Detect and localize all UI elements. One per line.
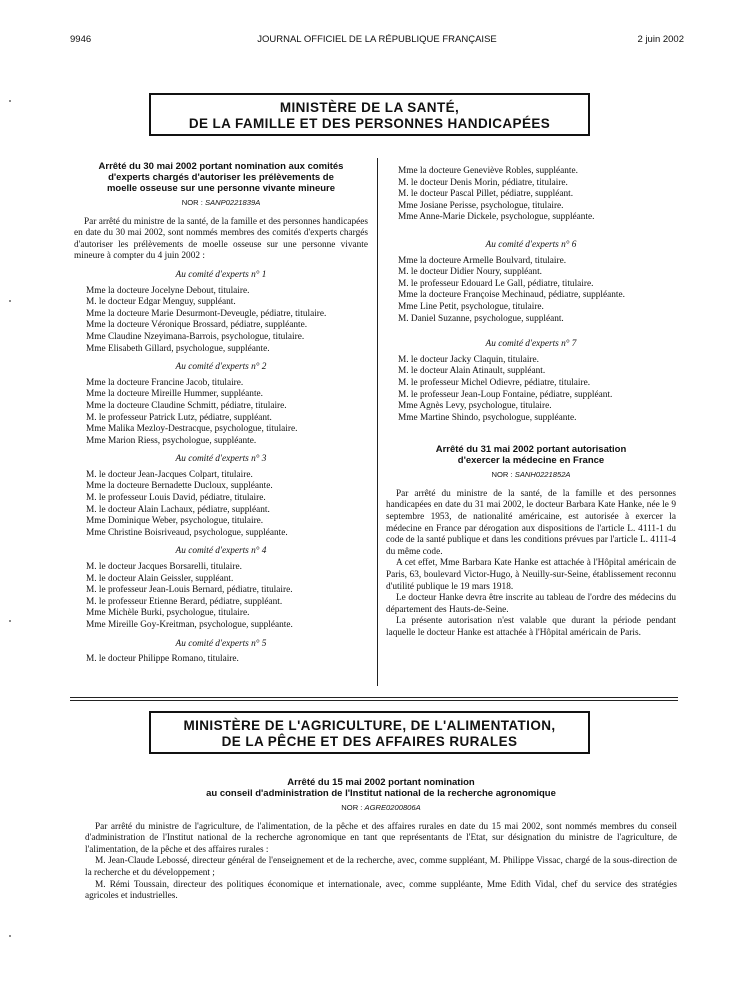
member-line: Mme la docteure Mireille Hummer, suppléante. <box>86 389 263 400</box>
member-line: Mme la docteure Bernadette Ducloux, suppléante. <box>86 481 273 492</box>
arrete2-nor <box>386 469 676 481</box>
member-line: M. Daniel Suzanne, psychologue, suppléant. <box>398 313 564 324</box>
ministry-agri-line2: DE LA PÊCHE ET DES AFFAIRES RURALES <box>221 734 518 749</box>
arrete2-title-line: Arrêté du 31 mai 2002 portant autorisation <box>435 444 627 456</box>
arrete2-paragraph: Le docteur Hanke devra être inscrite au tableau de l'ordre des médecins du département des Hauts-de-Seine. <box>386 593 676 615</box>
arrete2-paragraph: A cet effet, Mme Barbara Kate Hanke est attachée à l'Hôpital américain de Paris, 63, boulevard Victor-Hugo, à Neuilly-sur-Seine, établissement reconnu d'utilité publique le 19 mars 1918. <box>386 558 676 592</box>
member-line: Mme la docteure Armelle Boulvard, titulaire. <box>398 255 567 266</box>
member-line: M. le docteur Didier Noury, suppléant. <box>398 267 542 278</box>
arrete1-title-line: d'experts chargés d'autoriser les prélèvements de <box>108 172 334 183</box>
member-line: M. le professeur Patrick Lutz, pédiatre, suppléant. <box>86 412 272 423</box>
nor-label: NOR : <box>491 470 513 480</box>
comite-title: Au comité d'experts n° 2 <box>175 362 267 373</box>
member-line: Mme Anne-Marie Dickele, psychologue, suppléante. <box>398 212 595 223</box>
arrete3-paragraph: Par arrêté du ministre de l'agriculture, de l'alimentation, de la pêche et des affaires rurales en date du 15 mai 2002, sont nommés membres du conseil d'administration de l'Institut national de la recherche agronomique en tant que représentants de l'Etat, sur désignation du ministre de l'agriculture, de l'alimentation, de la pêche et des affaires rurales : <box>85 821 677 855</box>
member-line: M. le professeur Michel Odievre, pédiatre, titulaire. <box>398 377 591 388</box>
running-header <box>70 34 684 48</box>
ministry-agri-line1: MINISTÈRE DE L'AGRICULTURE, DE L'ALIMENTATION, <box>183 718 556 733</box>
nor-label: NOR : <box>341 803 363 812</box>
member-line: M. le professeur Etienne Berard, pédiatre, suppléant. <box>86 596 283 607</box>
arrete3-title <box>85 777 677 799</box>
scan-mark <box>9 620 11 622</box>
member-line: Mme Josiane Perisse, psychologue, titulaire. <box>398 200 564 211</box>
arrete3-title-line: au conseil d'administration de l'Institut national de la recherche agronomique <box>206 788 556 799</box>
nor-label: NOR : <box>181 198 203 207</box>
comite-title: Au comité d'experts n° 3 <box>175 454 267 465</box>
nor-code: AGRE0200806A <box>364 803 421 812</box>
member-line: M. le professeur Jean-Loup Fontaine, pédiatre, suppléant. <box>398 389 613 400</box>
member-line: M. le docteur Philippe Romano, titulaire. <box>86 654 239 665</box>
arrete1-title <box>74 161 368 194</box>
ministry-sante-line1: MINISTÈRE DE LA SANTÉ, <box>279 100 460 115</box>
comite-title: Au comité d'experts n° 7 <box>485 339 577 350</box>
member-line: Mme Claudine Nzeyimana-Barrois, psychologue, titulaire. <box>86 331 305 342</box>
arrete3-nor <box>85 802 677 814</box>
arrete2-title <box>386 444 676 466</box>
journal-title: JOURNAL OFFICIEL DE LA RÉPUBLIQUE FRANÇAISE <box>257 34 497 45</box>
comite-title: Au comité d'experts n° 5 <box>175 638 267 649</box>
arrete1-title-line: moelle osseuse sur une personne vivante mineure <box>106 183 336 194</box>
member-line: M. le docteur Alain Lachaux, pédiatre, suppléant. <box>86 504 270 515</box>
comite-title: Au comité d'experts n° 4 <box>175 546 267 557</box>
member-line: Mme Christine Boisriveaud, psychologue, suppléante. <box>86 527 288 538</box>
member-line: M. le docteur Jacky Claquin, titulaire. <box>398 354 539 365</box>
member-line: Mme Michèle Burki, psychologue, titulaire. <box>86 608 250 619</box>
ministry-agri-box <box>149 711 590 754</box>
member-line: M. le docteur Pascal Pillet, pédiatre, suppléant. <box>398 189 574 200</box>
member-line: Mme la docteure Marie Desurmont-Deveugle, pédiatre, titulaire. <box>86 308 327 319</box>
member-line: M. le professeur Edouard Le Gall, pédiatre, titulaire. <box>398 278 594 289</box>
member-line: M. le docteur Jean-Jacques Colpart, titulaire. <box>86 469 253 480</box>
member-line: Mme la docteure Francine Jacob, titulaire. <box>86 377 244 388</box>
right-column <box>386 166 676 640</box>
comite-title: Au comité d'experts n° 1 <box>175 269 267 280</box>
member-line: Mme Line Petit, psychologue, titulaire. <box>398 301 544 312</box>
member-line: Mme la docteure Jocelyne Debout, titulaire. <box>86 285 250 296</box>
ministry-sante-line2: DE LA FAMILLE ET DES PERSONNES HANDICAPÉES <box>188 116 551 131</box>
section-rule <box>70 697 678 698</box>
arrete1-intro: Par arrêté du ministre de la santé, de la famille et des personnes handicapées en date du 30 mai 2002, sont nommés membres des comités d'experts chargés d'autoriser les prélèvements de moelle osseuse sur une personne vivante mineure à compter du 4 juin 2002 : <box>74 216 368 262</box>
member-line: Mme Elisabeth Gillard, psychologue, suppléante. <box>86 343 270 354</box>
ministry-sante-box <box>149 93 590 136</box>
member-line: Mme Mireille Goy-Kreitman, psychologue, suppléante. <box>86 620 293 630</box>
member-line: Mme la docteure Françoise Mechinaud, pédiatre, suppléante. <box>398 290 625 301</box>
member-line: Mme Agnès Levy, psychologue, titulaire. <box>398 401 552 412</box>
arrete1-nor <box>74 197 368 209</box>
member-line: Mme Martine Shindo, psychologue, suppléante. <box>398 412 577 423</box>
arrete2-title-line: d'exercer la médecine en France <box>457 455 605 467</box>
arrete2-paragraph: Par arrêté du ministre de la santé, de la famille et des personnes handicapées en date du 31 mai 2002, le docteur Barbara Kate Hanke, née le 9 septembre 1953, de nationalité américaine, est autorisée à exercer la médecine en France par dérogation aux dispositions de l'article L. 4111-1 du code de la santé publique et dans les conditions prévues par l'article L. 4111-4 du même code. <box>386 488 676 557</box>
member-line: Mme la docteure Véronique Brossard, pédiatre, suppléante. <box>86 320 308 331</box>
column-divider <box>377 158 378 686</box>
arrete3-title-line: Arrêté du 15 mai 2002 portant nomination <box>287 777 475 788</box>
member-line: Mme la docteure Claudine Schmitt, pédiatre, titulaire. <box>86 400 287 411</box>
left-column <box>74 161 368 666</box>
arrete1-title-line: Arrêté du 30 mai 2002 portant nomination aux comités <box>98 161 344 172</box>
member-line: M. le docteur Edgar Menguy, suppléant. <box>86 297 236 308</box>
member-line: Mme Dominique Weber, psychologue, titulaire. <box>86 516 264 527</box>
scan-mark <box>9 300 11 302</box>
comite-title: Au comité d'experts n° 6 <box>485 239 577 250</box>
arrete3-section <box>85 777 677 903</box>
section-rule <box>70 700 678 701</box>
issue-date: 2 juin 2002 <box>637 34 684 45</box>
member-line: M. le docteur Denis Morin, pédiatre, titulaire. <box>398 177 568 188</box>
member-line: Mme Marion Riess, psychologue, suppléante. <box>86 435 257 446</box>
arrete3-paragraph: M. Rémi Toussain, directeur des politiques économique et internationale, avec, comme suppléante, Mme Edith Vidal, chef du service des stratégies agricoles et industrielles. <box>85 879 677 902</box>
member-line: Mme Malika Mezloy-Destracque, psychologue, titulaire. <box>86 424 298 435</box>
member-line: M. le docteur Alain Atinault, suppléant. <box>398 366 546 377</box>
arrete2-paragraph: La présente autorisation n'est valable que durant la période pendant laquelle le docteur Hanke est attachée à l'Hôpital américain de Paris. <box>386 616 676 638</box>
arrete3-paragraph: M. Jean-Claude Lebossé, directeur général de l'enseignement et de la recherche, avec, comme suppléant, M. Philippe Vissac, chargé de la sous-direction de la recherche et du développement ; <box>85 856 677 878</box>
page-number: 9946 <box>70 34 92 45</box>
nor-code: SANP0221839A <box>204 198 261 207</box>
member-line: M. le docteur Alain Geissler, suppléant. <box>86 573 234 584</box>
member-line: M. le docteur Jacques Borsarelli, titulaire. <box>86 562 242 573</box>
member-line: M. le professeur Jean-Louis Bernard, pédiatre, titulaire. <box>86 585 293 596</box>
scan-mark <box>9 935 11 937</box>
member-line: Mme la docteure Geneviève Robles, suppléante. <box>398 166 578 176</box>
scan-mark <box>9 100 11 102</box>
nor-code: SANH0221852A <box>514 470 571 480</box>
member-line: M. le professeur Louis David, pédiatre, titulaire. <box>86 493 266 504</box>
